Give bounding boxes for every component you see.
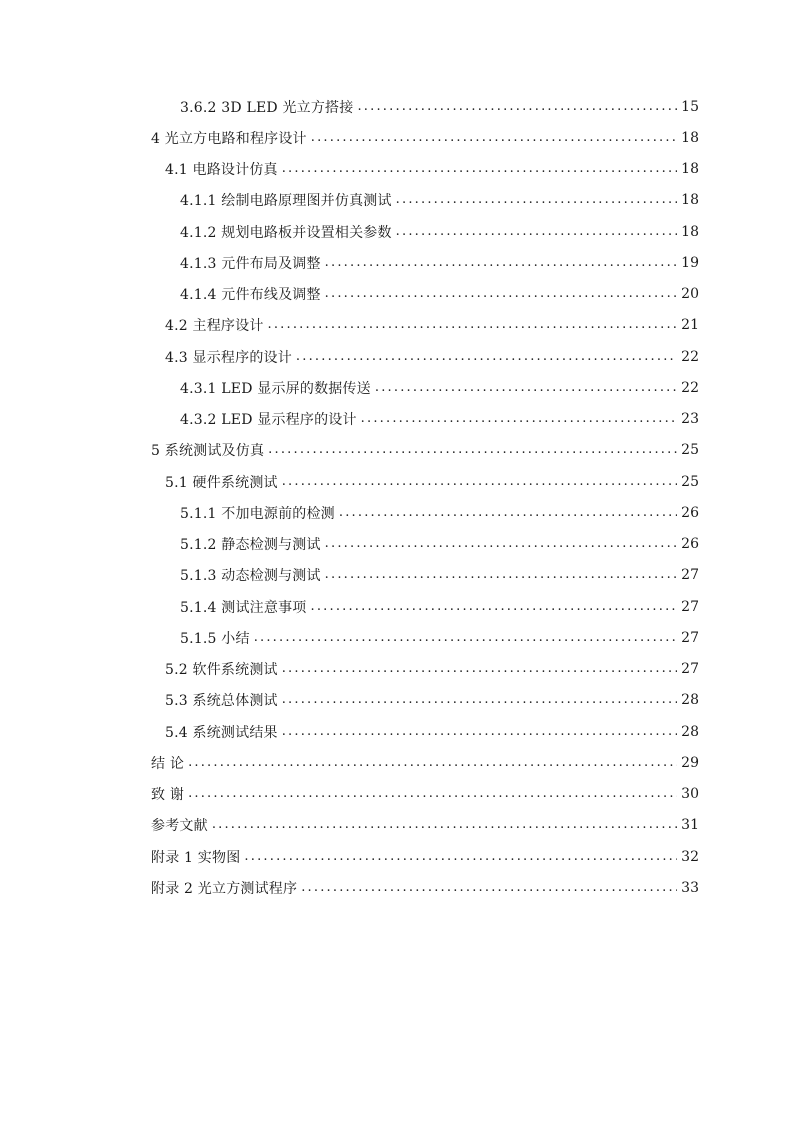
toc-dot-leader bbox=[325, 568, 677, 582]
toc-dot-leader bbox=[325, 287, 677, 301]
table-of-contents bbox=[0, 91, 793, 904]
toc-dot-leader bbox=[310, 600, 677, 614]
toc-entry-title: 4.2 主程序设计 bbox=[165, 318, 264, 335]
toc-dot-leader bbox=[361, 412, 677, 426]
toc-dot-leader bbox=[396, 225, 677, 239]
toc-entry-title: 5.4 系统测试结果 bbox=[165, 724, 278, 741]
toc-entry[interactable] bbox=[0, 685, 793, 716]
toc-entry[interactable] bbox=[0, 810, 793, 841]
toc-entry[interactable] bbox=[0, 560, 793, 591]
toc-entry[interactable] bbox=[0, 341, 793, 372]
toc-dot-leader bbox=[296, 350, 677, 364]
toc-entry-page-number: 28 bbox=[681, 723, 699, 740]
toc-entry-title: 5.1.4 测试注意事项 bbox=[180, 599, 307, 616]
toc-entry-page-number: 22 bbox=[681, 379, 699, 396]
toc-entry-title: 4.3.2 LED 显示程序的设计 bbox=[180, 412, 357, 429]
toc-dot-leader bbox=[311, 131, 677, 145]
toc-entry-title: 附录 2 光立方测试程序 bbox=[151, 880, 298, 897]
toc-entry-page-number: 30 bbox=[681, 786, 699, 803]
toc-entry-page-number: 15 bbox=[681, 98, 699, 115]
toc-entry-page-number: 31 bbox=[681, 817, 699, 834]
toc-entry-title: 4 光立方电路和程序设计 bbox=[151, 130, 307, 147]
toc-dot-leader bbox=[282, 475, 677, 489]
toc-entry-title: 3.6.2 3D LED 光立方搭接 bbox=[180, 99, 354, 116]
toc-entry[interactable] bbox=[0, 591, 793, 622]
toc-entry-page-number: 18 bbox=[681, 192, 699, 209]
toc-entry-page-number: 26 bbox=[681, 536, 699, 553]
toc-entry-page-number: 32 bbox=[681, 848, 699, 865]
toc-entry-title: 5.1.2 静态检测与测试 bbox=[180, 537, 321, 554]
toc-entry-title: 附录 1 实物图 bbox=[151, 849, 241, 866]
toc-entry-title: 结 论 bbox=[151, 755, 185, 772]
toc-entry-title: 4.1 电路设计仿真 bbox=[165, 162, 278, 179]
toc-entry-page-number: 26 bbox=[681, 504, 699, 521]
toc-entry-page-number: 27 bbox=[681, 629, 699, 646]
toc-entry-title: 4.3 显示程序的设计 bbox=[165, 349, 292, 366]
toc-entry-title: 5.2 软件系统测试 bbox=[165, 662, 278, 679]
toc-entry-page-number: 25 bbox=[681, 473, 699, 490]
toc-entry[interactable] bbox=[0, 404, 793, 435]
toc-dot-leader bbox=[212, 818, 677, 832]
toc-dot-leader bbox=[268, 318, 677, 332]
toc-entry-page-number: 27 bbox=[681, 567, 699, 584]
toc-dot-leader bbox=[396, 193, 677, 207]
toc-entry[interactable] bbox=[0, 529, 793, 560]
toc-entry-title: 5.1.1 不加电源前的检测 bbox=[180, 505, 335, 522]
toc-entry-page-number: 23 bbox=[681, 411, 699, 428]
toc-dot-leader bbox=[339, 506, 677, 520]
toc-entry[interactable] bbox=[0, 154, 793, 185]
toc-entry[interactable] bbox=[0, 716, 793, 747]
toc-entry[interactable] bbox=[0, 872, 793, 903]
toc-entry-page-number: 29 bbox=[681, 754, 699, 771]
toc-dot-leader bbox=[188, 787, 677, 801]
toc-dot-leader bbox=[325, 537, 677, 551]
toc-entry[interactable] bbox=[0, 372, 793, 403]
toc-entry[interactable] bbox=[0, 91, 793, 122]
toc-entry[interactable] bbox=[0, 779, 793, 810]
toc-entry-title: 5.1.3 动态检测与测试 bbox=[180, 568, 321, 585]
toc-entry-page-number: 27 bbox=[681, 598, 699, 615]
toc-entry[interactable] bbox=[0, 279, 793, 310]
toc-entry-title: 5.1 硬件系统测试 bbox=[165, 474, 278, 491]
toc-entry-page-number: 33 bbox=[681, 879, 699, 896]
toc-entry-title: 参考文献 bbox=[151, 818, 208, 835]
toc-entry[interactable] bbox=[0, 435, 793, 466]
toc-entry-page-number: 18 bbox=[681, 223, 699, 240]
toc-dot-leader bbox=[282, 725, 677, 739]
toc-dot-leader bbox=[301, 881, 677, 895]
toc-entry-title: 5 系统测试及仿真 bbox=[151, 443, 265, 460]
toc-entry-page-number: 20 bbox=[681, 286, 699, 303]
toc-dot-leader bbox=[282, 693, 677, 707]
toc-entry-title: 4.1.4 元件布线及调整 bbox=[180, 287, 321, 304]
toc-entry[interactable] bbox=[0, 747, 793, 778]
toc-entry[interactable] bbox=[0, 185, 793, 216]
toc-entry-page-number: 19 bbox=[681, 254, 699, 271]
toc-entry[interactable] bbox=[0, 622, 793, 653]
toc-entry[interactable] bbox=[0, 466, 793, 497]
toc-entry-page-number: 28 bbox=[681, 692, 699, 709]
toc-entry-page-number: 18 bbox=[681, 161, 699, 178]
toc-entry-page-number: 27 bbox=[681, 661, 699, 678]
toc-entry-page-number: 18 bbox=[681, 129, 699, 146]
toc-entry-title: 4.1.2 规划电路板并设置相关参数 bbox=[180, 224, 392, 241]
toc-entry-page-number: 25 bbox=[681, 442, 699, 459]
toc-entry-page-number: 21 bbox=[681, 317, 699, 334]
toc-entry-title: 5.1.5 小结 bbox=[180, 630, 250, 647]
toc-entry[interactable] bbox=[0, 654, 793, 685]
toc-dot-leader bbox=[244, 850, 677, 864]
toc-dot-leader bbox=[282, 162, 677, 176]
toc-entry-title: 4.1.3 元件布局及调整 bbox=[180, 255, 321, 272]
toc-entry-title: 4.3.1 LED 显示屏的数据传送 bbox=[180, 380, 371, 397]
toc-dot-leader bbox=[357, 100, 677, 114]
toc-entry-title: 致 谢 bbox=[151, 787, 185, 804]
toc-entry[interactable] bbox=[0, 497, 793, 528]
toc-entry[interactable] bbox=[0, 247, 793, 278]
toc-dot-leader bbox=[254, 631, 677, 645]
toc-dot-leader bbox=[188, 756, 677, 770]
toc-entry-title: 5.3 系统总体测试 bbox=[165, 693, 278, 710]
toc-dot-leader bbox=[375, 381, 677, 395]
toc-dot-leader bbox=[268, 443, 677, 457]
toc-entry[interactable] bbox=[0, 841, 793, 872]
toc-dot-leader bbox=[325, 256, 677, 270]
toc-entry-page-number: 22 bbox=[681, 348, 699, 365]
toc-entry[interactable] bbox=[0, 122, 793, 153]
toc-entry-title: 4.1.1 绘制电路原理图并仿真测试 bbox=[180, 193, 392, 210]
toc-entry[interactable] bbox=[0, 310, 793, 341]
toc-dot-leader bbox=[282, 662, 677, 676]
toc-entry[interactable] bbox=[0, 216, 793, 247]
